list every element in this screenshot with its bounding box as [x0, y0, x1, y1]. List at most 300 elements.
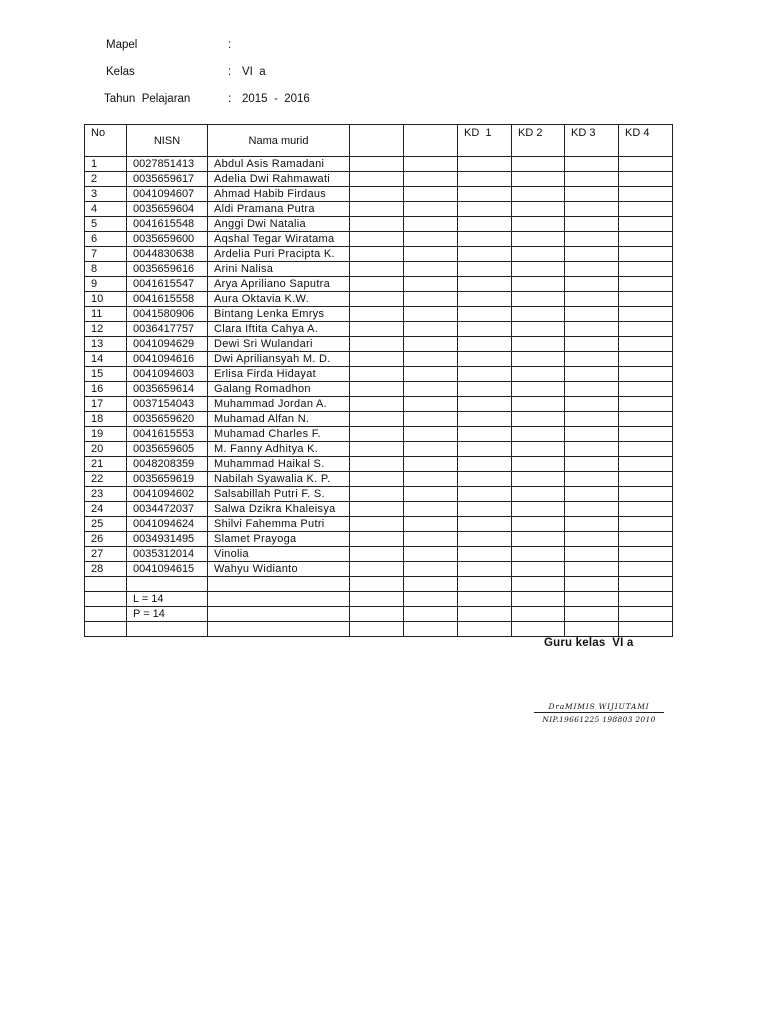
blank-row [85, 622, 673, 637]
table-row [85, 562, 673, 577]
row-no: 13 [85, 337, 127, 352]
row-blank-1 [350, 472, 404, 487]
row-nisn: 0035659605 [127, 442, 208, 457]
row-blank-1 [350, 202, 404, 217]
tahun-colon: : [228, 93, 232, 105]
row-kd4 [619, 232, 673, 247]
row-nama: Erlisa Firda Hidayat [208, 367, 350, 382]
row-blank-2 [404, 172, 458, 187]
row-blank-1 [350, 262, 404, 277]
col-header-kd3: KD 3 [565, 125, 619, 157]
row-kd3 [565, 157, 619, 172]
row-kd2 [512, 382, 565, 397]
row-nama: Aura Oktavia K.W. [208, 292, 350, 307]
col-header-no: No [85, 125, 127, 157]
row-no: 5 [85, 217, 127, 232]
row-kd2 [512, 487, 565, 502]
row-blank-2 [404, 157, 458, 172]
row-nama: Ardelia Puri Pracipta K. [208, 247, 350, 262]
row-kd3 [565, 292, 619, 307]
row-nisn: 0035659620 [127, 412, 208, 427]
row-kd1 [458, 217, 512, 232]
row-no: 2 [85, 172, 127, 187]
table-row [85, 322, 673, 337]
row-nisn: 0035659614 [127, 382, 208, 397]
row-kd4 [619, 187, 673, 202]
row-kd4 [619, 217, 673, 232]
row-nama: Wahyu Widianto [208, 562, 350, 577]
row-nisn: 0041615558 [127, 292, 208, 307]
row-kd4 [619, 397, 673, 412]
row-kd1 [458, 397, 512, 412]
row-nisn: 0036417757 [127, 322, 208, 337]
row-kd4 [619, 382, 673, 397]
row-kd1 [458, 247, 512, 262]
row-no: 26 [85, 532, 127, 547]
row-blank-2 [404, 427, 458, 442]
table-row [85, 277, 673, 292]
row-blank-2 [404, 412, 458, 427]
row-no: 12 [85, 322, 127, 337]
row-kd3 [565, 397, 619, 412]
row-kd1 [458, 442, 512, 457]
row-no: 11 [85, 307, 127, 322]
row-kd4 [619, 532, 673, 547]
table-row [85, 472, 673, 487]
row-nama: Arini Nalisa [208, 262, 350, 277]
row-kd4 [619, 442, 673, 457]
row-nisn: 0041094616 [127, 352, 208, 367]
row-no: 7 [85, 247, 127, 262]
row-no: 1 [85, 157, 127, 172]
row-kd3 [565, 277, 619, 292]
row-nama: Aqshal Tegar Wiratama [208, 232, 350, 247]
row-kd2 [512, 502, 565, 517]
row-nisn: 0035659617 [127, 172, 208, 187]
table-row [85, 172, 673, 187]
row-kd1 [458, 337, 512, 352]
row-kd3 [565, 187, 619, 202]
row-nama: Vinolia [208, 547, 350, 562]
row-nama: Muhamad Alfan N. [208, 412, 350, 427]
row-no: 16 [85, 382, 127, 397]
row-kd4 [619, 472, 673, 487]
col-header-kd1: KD 1 [458, 125, 512, 157]
row-blank-1 [350, 562, 404, 577]
row-blank-1 [350, 247, 404, 262]
blank-row [85, 577, 673, 592]
row-kd3 [565, 307, 619, 322]
row-no: 24 [85, 502, 127, 517]
row-nisn: 0035659616 [127, 262, 208, 277]
row-blank-2 [404, 457, 458, 472]
row-blank-1 [350, 397, 404, 412]
row-nama: Clara Iftita Cahya A. [208, 322, 350, 337]
row-kd1 [458, 172, 512, 187]
row-nama: Nabilah Syawalia K. P. [208, 472, 350, 487]
row-nisn: 0035659600 [127, 232, 208, 247]
row-nama: Salsabillah Putri F. S. [208, 487, 350, 502]
row-kd3 [565, 457, 619, 472]
row-blank-2 [404, 517, 458, 532]
row-no: 25 [85, 517, 127, 532]
row-nisn: 0035659619 [127, 472, 208, 487]
row-kd4 [619, 262, 673, 277]
row-kd1 [458, 292, 512, 307]
row-kd2 [512, 442, 565, 457]
row-kd1 [458, 427, 512, 442]
row-blank-2 [404, 247, 458, 262]
row-no: 6 [85, 232, 127, 247]
row-no: 21 [85, 457, 127, 472]
table-row [85, 187, 673, 202]
guru-kelas-label: Guru kelas VI a [544, 637, 634, 649]
row-kd1 [458, 547, 512, 562]
row-kd4 [619, 322, 673, 337]
row-kd4 [619, 307, 673, 322]
row-nama: Muhamad Charles F. [208, 427, 350, 442]
row-blank-1 [350, 352, 404, 367]
row-kd1 [458, 412, 512, 427]
row-nama: Bintang Lenka Emrys [208, 307, 350, 322]
row-nisn: 0044830638 [127, 247, 208, 262]
row-kd4 [619, 202, 673, 217]
row-kd4 [619, 517, 673, 532]
row-blank-1 [350, 187, 404, 202]
row-kd2 [512, 562, 565, 577]
row-kd3 [565, 367, 619, 382]
row-blank-2 [404, 217, 458, 232]
row-kd1 [458, 322, 512, 337]
col-header-kd2: KD 2 [512, 125, 565, 157]
row-kd2 [512, 187, 565, 202]
row-nama: M. Fanny Adhitya K. [208, 442, 350, 457]
table-row [85, 232, 673, 247]
row-no: 22 [85, 472, 127, 487]
row-blank-1 [350, 232, 404, 247]
row-nisn: 0041094603 [127, 367, 208, 382]
row-blank-1 [350, 502, 404, 517]
row-blank-2 [404, 487, 458, 502]
row-kd1 [458, 382, 512, 397]
row-nama: Muhammad Jordan A. [208, 397, 350, 412]
col-header-kd4: KD 4 [619, 125, 673, 157]
row-kd2 [512, 172, 565, 187]
row-kd3 [565, 352, 619, 367]
row-blank-2 [404, 292, 458, 307]
row-kd3 [565, 247, 619, 262]
row-nisn: 0041615548 [127, 217, 208, 232]
row-kd2 [512, 352, 565, 367]
row-blank-1 [350, 322, 404, 337]
row-blank-1 [350, 442, 404, 457]
mapel-label: Mapel [106, 39, 138, 51]
col-header-blank-1 [350, 125, 404, 157]
row-no: 19 [85, 427, 127, 442]
row-kd2 [512, 412, 565, 427]
row-kd3 [565, 427, 619, 442]
row-no: 17 [85, 397, 127, 412]
table-row [85, 157, 673, 172]
table-row [85, 532, 673, 547]
row-kd3 [565, 232, 619, 247]
row-kd4 [619, 172, 673, 187]
row-kd2 [512, 517, 565, 532]
row-nisn: 0048208359 [127, 457, 208, 472]
row-blank-1 [350, 427, 404, 442]
tahun-label: Tahun Pelajaran [104, 93, 191, 105]
row-blank-1 [350, 547, 404, 562]
row-kd4 [619, 277, 673, 292]
row-kd3 [565, 547, 619, 562]
row-blank-1 [350, 532, 404, 547]
row-blank-2 [404, 322, 458, 337]
row-kd3 [565, 442, 619, 457]
row-blank-1 [350, 277, 404, 292]
row-kd2 [512, 262, 565, 277]
row-no: 9 [85, 277, 127, 292]
row-kd2 [512, 472, 565, 487]
table-row [85, 292, 673, 307]
summary-row-male [85, 592, 673, 607]
col-header-blank-2 [404, 125, 458, 157]
kelas-colon: : [228, 66, 232, 78]
row-kd3 [565, 412, 619, 427]
table-row [85, 547, 673, 562]
signature-block [534, 702, 664, 724]
row-kd4 [619, 547, 673, 562]
row-kd2 [512, 532, 565, 547]
row-kd1 [458, 232, 512, 247]
row-blank-1 [350, 382, 404, 397]
row-kd4 [619, 412, 673, 427]
row-blank-2 [404, 532, 458, 547]
row-nama: Shilvi Fahemma Putri [208, 517, 350, 532]
row-kd4 [619, 292, 673, 307]
col-header-nisn: NISN [127, 125, 208, 157]
table-row [85, 337, 673, 352]
row-blank-2 [404, 442, 458, 457]
row-blank-2 [404, 232, 458, 247]
row-kd1 [458, 202, 512, 217]
row-kd2 [512, 232, 565, 247]
row-nama: Ahmad Habib Firdaus [208, 187, 350, 202]
row-kd1 [458, 532, 512, 547]
row-kd3 [565, 337, 619, 352]
table-header-row [85, 125, 673, 157]
row-blank-1 [350, 217, 404, 232]
table-row [85, 502, 673, 517]
row-no: 8 [85, 262, 127, 277]
row-kd4 [619, 352, 673, 367]
row-blank-2 [404, 202, 458, 217]
row-no: 4 [85, 202, 127, 217]
row-kd1 [458, 262, 512, 277]
table-row [85, 397, 673, 412]
row-blank-1 [350, 172, 404, 187]
row-nisn: 0041615547 [127, 277, 208, 292]
row-kd3 [565, 217, 619, 232]
row-nisn: 0035312014 [127, 547, 208, 562]
row-no: 10 [85, 292, 127, 307]
row-kd1 [458, 562, 512, 577]
row-kd3 [565, 532, 619, 547]
table-row [85, 427, 673, 442]
row-kd1 [458, 502, 512, 517]
row-blank-1 [350, 517, 404, 532]
row-nama: Dewi Sri Wulandari [208, 337, 350, 352]
row-kd2 [512, 397, 565, 412]
row-blank-1 [350, 157, 404, 172]
row-kd4 [619, 487, 673, 502]
row-no: 18 [85, 412, 127, 427]
row-kd1 [458, 187, 512, 202]
row-kd2 [512, 367, 565, 382]
row-kd4 [619, 427, 673, 442]
row-blank-1 [350, 307, 404, 322]
row-nisn: 0041615553 [127, 427, 208, 442]
table-row [85, 382, 673, 397]
row-kd2 [512, 277, 565, 292]
row-nama: Aldi Pramana Putra [208, 202, 350, 217]
table-row [85, 367, 673, 382]
row-no: 23 [85, 487, 127, 502]
row-blank-1 [350, 457, 404, 472]
row-kd2 [512, 292, 565, 307]
row-blank-2 [404, 382, 458, 397]
row-kd4 [619, 247, 673, 262]
table-row [85, 352, 673, 367]
row-kd2 [512, 457, 565, 472]
row-kd1 [458, 517, 512, 532]
signatory-name: DraMIMIS WIJIUTAMI [534, 702, 664, 713]
row-no: 14 [85, 352, 127, 367]
row-kd2 [512, 427, 565, 442]
row-kd2 [512, 337, 565, 352]
row-blank-1 [350, 487, 404, 502]
row-kd4 [619, 157, 673, 172]
row-kd1 [458, 367, 512, 382]
row-kd1 [458, 457, 512, 472]
table-row [85, 487, 673, 502]
row-kd1 [458, 487, 512, 502]
row-kd4 [619, 367, 673, 382]
row-kd4 [619, 502, 673, 517]
row-blank-1 [350, 367, 404, 382]
tahun-value: 2015 - 2016 [242, 93, 310, 105]
table-row [85, 517, 673, 532]
row-blank-2 [404, 337, 458, 352]
row-kd3 [565, 487, 619, 502]
row-kd1 [458, 277, 512, 292]
row-nisn: 0041580906 [127, 307, 208, 322]
row-no: 27 [85, 547, 127, 562]
row-kd2 [512, 247, 565, 262]
row-blank-2 [404, 562, 458, 577]
row-kd1 [458, 157, 512, 172]
kelas-label: Kelas [106, 66, 135, 78]
row-blank-2 [404, 472, 458, 487]
row-nisn: 0041094607 [127, 187, 208, 202]
row-kd3 [565, 517, 619, 532]
row-nisn: 0041094629 [127, 337, 208, 352]
row-blank-2 [404, 277, 458, 292]
row-blank-2 [404, 547, 458, 562]
row-kd3 [565, 202, 619, 217]
row-kd3 [565, 322, 619, 337]
row-kd2 [512, 322, 565, 337]
table-row [85, 457, 673, 472]
row-nisn: 0035659604 [127, 202, 208, 217]
row-nama: Muhammad Haikal S. [208, 457, 350, 472]
row-nisn: 0034472037 [127, 502, 208, 517]
row-kd2 [512, 547, 565, 562]
row-nama: Arya Apriliano Saputra [208, 277, 350, 292]
row-kd4 [619, 337, 673, 352]
student-grade-table [84, 124, 673, 637]
row-blank-2 [404, 187, 458, 202]
row-blank-1 [350, 292, 404, 307]
row-nisn: 0041094615 [127, 562, 208, 577]
row-no: 15 [85, 367, 127, 382]
row-nisn: 0041094602 [127, 487, 208, 502]
table-row [85, 412, 673, 427]
row-kd3 [565, 262, 619, 277]
row-nisn: 0034931495 [127, 532, 208, 547]
kelas-value: VI a [242, 66, 266, 78]
row-kd2 [512, 157, 565, 172]
table-row [85, 262, 673, 277]
row-kd3 [565, 502, 619, 517]
row-nama: Anggi Dwi Natalia [208, 217, 350, 232]
signatory-nip: NIP.19661225 198803 2010 [542, 715, 656, 724]
row-kd4 [619, 562, 673, 577]
row-kd3 [565, 562, 619, 577]
row-blank-2 [404, 397, 458, 412]
row-blank-2 [404, 307, 458, 322]
row-no: 3 [85, 187, 127, 202]
row-nisn: 0041094624 [127, 517, 208, 532]
row-nisn: 0037154043 [127, 397, 208, 412]
row-nisn: 0027851413 [127, 157, 208, 172]
row-nama: Abdul Asis Ramadani [208, 157, 350, 172]
row-blank-2 [404, 352, 458, 367]
row-nama: Dwi Apriliansyah M. D. [208, 352, 350, 367]
row-blank-2 [404, 367, 458, 382]
summary-row-female [85, 607, 673, 622]
mapel-colon: : [228, 39, 232, 51]
row-blank-2 [404, 262, 458, 277]
row-no: 20 [85, 442, 127, 457]
row-nama: Salwa Dzikra Khaleisya [208, 502, 350, 517]
female-count: P = 14 [127, 607, 208, 622]
row-nama: Adelia Dwi Rahmawati [208, 172, 350, 187]
row-kd3 [565, 382, 619, 397]
row-kd4 [619, 457, 673, 472]
row-nama: Slamet Prayoga [208, 532, 350, 547]
table-row [85, 202, 673, 217]
table-body [85, 157, 673, 637]
row-kd1 [458, 352, 512, 367]
row-kd2 [512, 202, 565, 217]
male-count: L = 14 [127, 592, 208, 607]
row-kd2 [512, 217, 565, 232]
row-no: 28 [85, 562, 127, 577]
row-kd2 [512, 307, 565, 322]
row-blank-2 [404, 502, 458, 517]
table-row [85, 217, 673, 232]
row-kd3 [565, 472, 619, 487]
